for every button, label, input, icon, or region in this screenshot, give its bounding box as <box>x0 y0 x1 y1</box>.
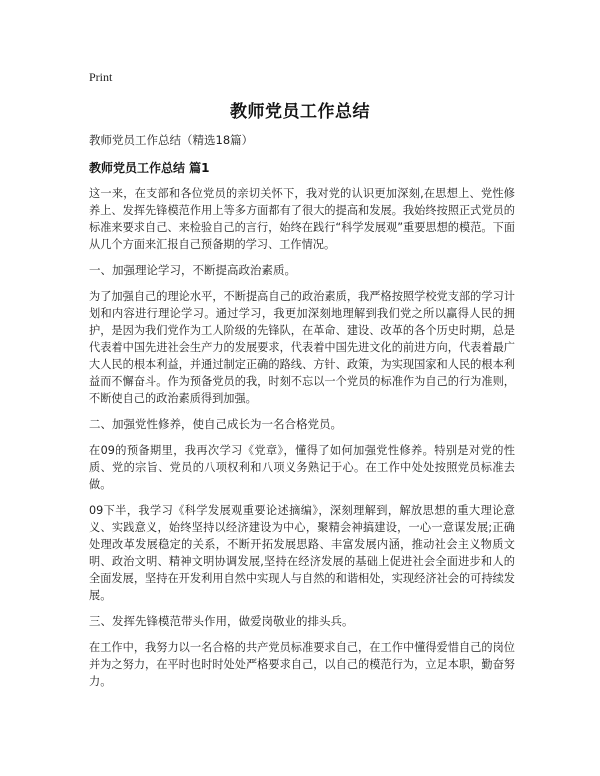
paragraph-party-constitution: 在09的预备期里，我再次学习《党章》，懂得了如何加强党性修养。特别是对党的性质、党的宗旨、党员的八项权利和八项义务熟记于心。在工作中处处按照党员标准去做。 <box>89 444 515 491</box>
document-body <box>89 131 515 699</box>
print-link[interactable]: Print <box>89 70 113 84</box>
point-heading-3: 三、发挥先锋模范带头作用，做爱岗敬业的排头兵。 <box>89 614 354 628</box>
section-heading: 教师党员工作总结 篇1 <box>89 161 210 175</box>
paragraph-theory: 为了加强自己的理论水平，不断提高自己的政治素质，我严格按照学校党支部的学习计划和内容进行理论学习。通过学习，我更加深刻地理解到我们党之所以赢得人民的拥护，是因为我们党作为工人阶级的先锋队，在革命、建设、改革的各个历史时期，总是代表着中国先进社会生产力的发展要求，代表着中国先进文化的前进方向，代表着最广大人民的根本利益，并通过制定正确的路线、方针、政策，为实现国家和人民的根本利益而不懈奋斗。作为预备党员的我，时刻不忘以一个党员的标准作为自己的行为准则，不断使自己的政治素质得到加强。 <box>89 290 515 405</box>
page-title: 教师党员工作总结 <box>230 102 370 122</box>
document-subtitle: 教师党员工作总结（精选18篇） <box>89 133 254 147</box>
paragraph-work: 在工作中，我努力以一名合格的共产党员标准要求自己，在工作中懂得爱惜自己的岗位并为之努力，在平时也时时处处严格要求自己，以自己的模范行为，立足本职，勤奋努力。 <box>89 641 515 688</box>
paragraph-intro: 这一来，在支部和各位党员的亲切关怀下，我对党的认识更加深刻,在思想上、党性修养上、发挥先锋模范作用上等多方面都有了很大的提高和发展。我始终按照正式党员的标准来要求自己、来检验自己的言行，始终在践行“科学发展观”重要思想的模范。下面从几个方面来汇报自己预备期的学习、工作情况。 <box>89 187 515 251</box>
point-heading-1: 一、加强理论学习，不断提高政治素质。 <box>89 263 296 277</box>
point-heading-2: 二、加强党性修养，使自己成长为一名合格党员。 <box>89 417 342 431</box>
paragraph-scientific-development: 09下半，我学习《科学发展观重要论述摘编》，深刻理解到，解放思想的重大理论意义、实践意义，始终坚持以经济建设为中心，聚精会神搞建设，一心一意谋发展;正确处理改革发展稳定的关系，不断开拓发展思路、丰富发展内涵，推动社会主义物质文明、政治文明、精神文明协调发展,坚持在经济发展的基础上促进社会全面进步和人的全面发展，坚持在开发利用自然中实现人与自然的和谐相处，实现经济社会的可持续发展。 <box>89 504 515 602</box>
